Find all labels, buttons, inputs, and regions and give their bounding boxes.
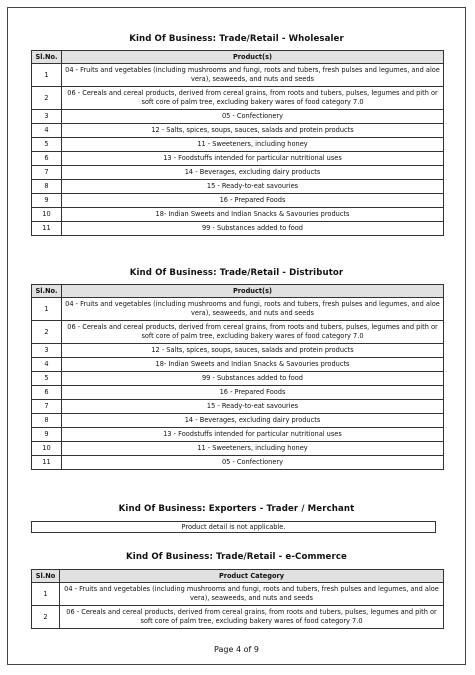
table-row (32, 321, 444, 344)
table-row (32, 583, 444, 606)
table-row (32, 606, 444, 629)
section-title-ecommerce: Kind Of Business: Trade/Retail - e-Commerce (126, 552, 347, 562)
product-cell: 15 - Ready-to-eat savouries (62, 400, 444, 414)
product-cell: 12 - Salts, spices, soups, sauces, salads and protein products (62, 124, 444, 138)
section-title-exporters: Kind Of Business: Exporters - Trader / Merchant (118, 504, 355, 514)
distributor-products-table (31, 284, 444, 470)
wholesaler-products-table (31, 50, 444, 236)
ecommerce-products-table (31, 569, 444, 629)
table-row (32, 428, 444, 442)
product-cell: 13 - Foodstuffs intended for particular nutritional uses (62, 428, 444, 442)
table-row (32, 372, 444, 386)
row-number: 3 (32, 344, 62, 358)
product-cell: 04 - Fruits and vegetables (including mushrooms and fungi, roots and tubers, fresh pulses and legumes, and aloe vera), seaweeds, and nuts and seeds (62, 298, 444, 321)
table-row (32, 358, 444, 372)
table-row (32, 64, 444, 87)
product-cell: 11 - Sweeteners, including honey (62, 442, 444, 456)
product-cell: 06 - Cereals and cereal products, derived from cereal grains, from roots and tubers, pulses, legumes and pith or soft core of palm tree, excluding bakery wares of food category 7.0 (62, 321, 444, 344)
product-cell: 15 - Ready-to-eat savouries (62, 180, 444, 194)
row-number: 2 (32, 87, 62, 110)
product-cell: 04 - Fruits and vegetables (including mushrooms and fungi, roots and tubers, fresh pulses and legumes, and aloe vera), seaweeds, and nuts and seeds (60, 583, 444, 606)
product-cell: 06 - Cereals and cereal products, derived from cereal grains, from roots and tubers, pulses, legumes and pith or soft core of palm tree, excluding bakery wares of food category 7.0 (60, 606, 444, 629)
row-number: 1 (32, 64, 62, 87)
product-cell: 99 - Substances added to food (62, 222, 444, 236)
section-title-distributor: Kind Of Business: Trade/Retail - Distributor (129, 268, 344, 278)
table-row (32, 414, 444, 428)
page-number: Page 4 of 9 (214, 645, 259, 654)
row-number: 7 (32, 166, 62, 180)
table-row (32, 152, 444, 166)
row-number: 4 (32, 124, 62, 138)
column-header-products: Product(s) (62, 285, 444, 298)
row-number: 8 (32, 414, 62, 428)
table-row (32, 166, 444, 180)
product-cell: 14 - Beverages, excluding dairy products (62, 166, 444, 180)
table-row (32, 222, 444, 236)
table-row (32, 208, 444, 222)
product-cell: 05 - Confectionery (62, 110, 444, 124)
row-number: 2 (32, 606, 60, 629)
product-cell: 04 - Fruits and vegetables (including mushrooms and fungi, roots and tubers, fresh pulses and legumes, and aloe vera), seaweeds, and nuts and seeds (62, 64, 444, 87)
column-header-slno: Sl.No. (32, 285, 62, 298)
table-row (32, 400, 444, 414)
row-number: 9 (32, 194, 62, 208)
table-row (32, 456, 444, 470)
row-number: 3 (32, 110, 62, 124)
product-cell: 16 - Prepared Foods (62, 386, 444, 400)
column-header-slno: Sl.No (32, 570, 60, 583)
not-applicable-note: Product detail is not applicable. (31, 521, 436, 533)
table-row (32, 87, 444, 110)
row-number: 9 (32, 428, 62, 442)
table-row (32, 344, 444, 358)
product-cell: 06 - Cereals and cereal products, derived from cereal grains, from roots and tubers, pulses, legumes and pith or soft core of palm tree, excluding bakery wares of food category 7.0 (62, 87, 444, 110)
product-cell: 05 - Confectionery (62, 456, 444, 470)
row-number: 1 (32, 583, 60, 606)
table-row (32, 298, 444, 321)
product-cell: 18- Indian Sweets and Indian Snacks & Savouries products (62, 208, 444, 222)
product-cell: 16 - Prepared Foods (62, 194, 444, 208)
column-header-product-category: Product Category (60, 570, 444, 583)
section-title-wholesaler: Kind Of Business: Trade/Retail - Wholesaler (129, 34, 344, 44)
table-row (32, 138, 444, 152)
row-number: 5 (32, 138, 62, 152)
product-cell: 14 - Beverages, excluding dairy products (62, 414, 444, 428)
row-number: 6 (32, 152, 62, 166)
row-number: 11 (32, 456, 62, 470)
product-cell: 99 - Substances added to food (62, 372, 444, 386)
row-number: 5 (32, 372, 62, 386)
product-cell: 11 - Sweeteners, including honey (62, 138, 444, 152)
row-number: 8 (32, 180, 62, 194)
table-header-row (32, 51, 444, 64)
row-number: 11 (32, 222, 62, 236)
table-row (32, 442, 444, 456)
row-number: 2 (32, 321, 62, 344)
row-number: 7 (32, 400, 62, 414)
product-cell: 18- Indian Sweets and Indian Snacks & Savouries products (62, 358, 444, 372)
table-row (32, 180, 444, 194)
column-header-products: Product(s) (62, 51, 444, 64)
row-number: 10 (32, 442, 62, 456)
row-number: 4 (32, 358, 62, 372)
table-header-row (32, 285, 444, 298)
table-row (32, 110, 444, 124)
column-header-slno: Sl.No. (32, 51, 62, 64)
product-cell: 13 - Foodstuffs intended for particular nutritional uses (62, 152, 444, 166)
row-number: 10 (32, 208, 62, 222)
row-number: 1 (32, 298, 62, 321)
table-row (32, 194, 444, 208)
table-row (32, 124, 444, 138)
product-cell: 12 - Salts, spices, soups, sauces, salads and protein products (62, 344, 444, 358)
table-row (32, 386, 444, 400)
row-number: 6 (32, 386, 62, 400)
document-page (7, 7, 466, 665)
table-header-row (32, 570, 444, 583)
